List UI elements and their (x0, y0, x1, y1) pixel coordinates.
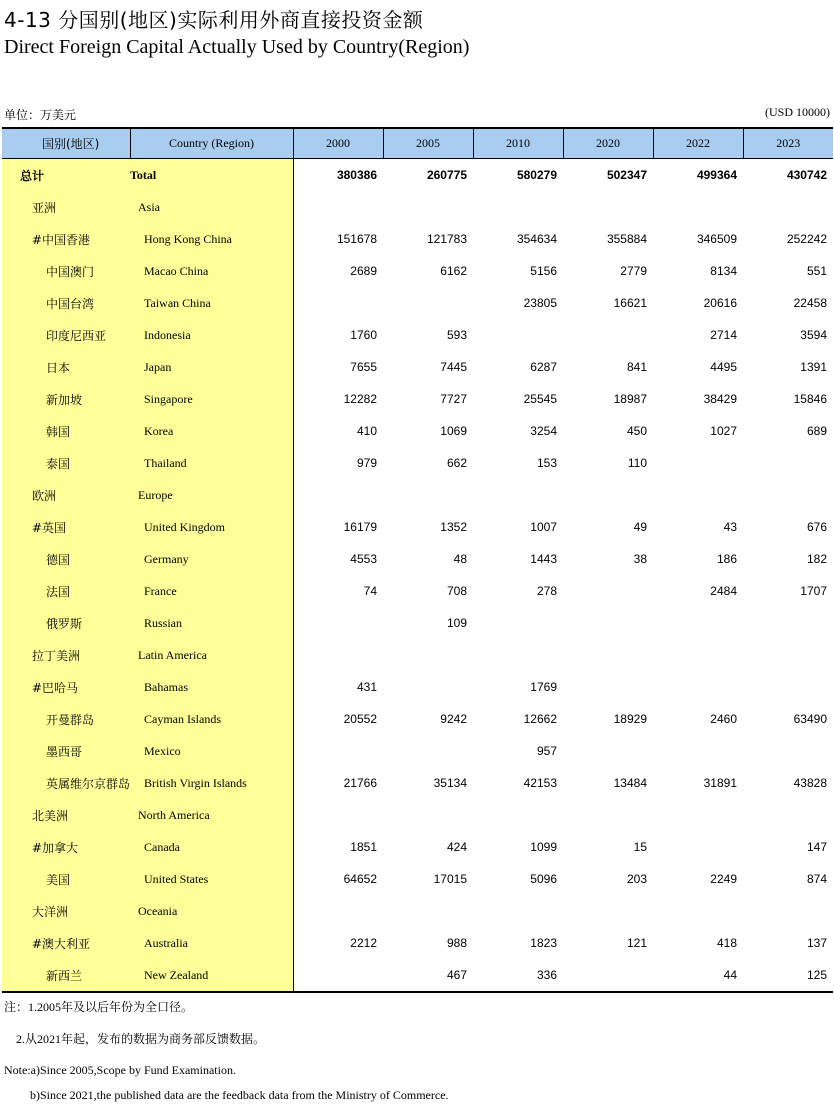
value-cell: 502347 (606, 168, 647, 182)
value-cell: 2714 (710, 328, 737, 342)
value-cell: 3254 (530, 424, 557, 438)
table-body (2, 159, 833, 993)
country-name-en: Thailand (130, 447, 293, 479)
value-cell: 12662 (523, 712, 557, 726)
value-cell: 44 (653, 959, 743, 992)
value-cell (473, 479, 563, 511)
country-name-cn: #巴哈马 (2, 671, 130, 703)
value-cell: 1769 (530, 680, 557, 694)
country-name-en: France (130, 575, 293, 607)
country-name-cn: 日本 (2, 351, 130, 383)
value-cell: 2460 (710, 712, 737, 726)
header-year: 2010 (473, 128, 563, 159)
country-name-cn: 韩国 (2, 415, 130, 447)
header-year: 2020 (563, 128, 653, 159)
country-name-en: Cayman Islands (130, 703, 293, 735)
value-cell (293, 895, 383, 927)
unit-label-cn: 单位：万美元 (4, 108, 77, 122)
country-name-cn: 新西兰 (2, 959, 130, 992)
note-en-1: Note:a)Since 2005,Scope by Fund Examination. (4, 1063, 236, 1077)
country-name-en: Russian (130, 607, 293, 639)
value-cell (473, 191, 563, 223)
value-cell: 2212 (350, 936, 377, 950)
country-name-en: Korea (130, 415, 293, 447)
table-row (2, 415, 833, 447)
value-cell: 676 (806, 520, 827, 534)
country-name-cn: #加拿大 (2, 831, 130, 863)
value-cell: 147 (806, 840, 827, 854)
value-cell: 110 (627, 456, 647, 470)
value-cell: 1352 (440, 520, 467, 534)
value-cell: 31891 (703, 776, 737, 790)
value-cell: 38429 (703, 392, 737, 406)
value-cell: 354634 (516, 232, 557, 246)
header-year: 2022 (653, 128, 743, 159)
value-cell: 6287 (530, 360, 557, 374)
country-name-en: Bahamas (130, 671, 293, 703)
value-cell (563, 671, 653, 703)
value-cell: 153 (536, 456, 557, 470)
header-year: 2005 (383, 128, 473, 159)
country-name-en: Macao China (130, 255, 293, 287)
country-name-en: Mexico (130, 735, 293, 767)
country-name-cn: 英属维尔京群岛 (2, 767, 130, 799)
value-cell: 63490 (793, 712, 827, 726)
table-row (2, 223, 833, 255)
value-cell: 1823 (530, 936, 557, 950)
country-name-cn: 拉丁美洲 (2, 639, 130, 671)
value-cell: 64652 (343, 872, 377, 886)
value-cell: 580279 (516, 168, 557, 182)
header-country-en: Country (Region) (130, 128, 293, 159)
country-name-cn: 美国 (2, 863, 130, 895)
value-cell: 841 (626, 360, 647, 374)
value-cell: 186 (716, 552, 737, 566)
table-row (2, 895, 833, 927)
value-cell (653, 671, 743, 703)
value-cell: 1391 (800, 360, 827, 374)
value-cell: 151678 (336, 232, 377, 246)
value-cell (383, 895, 473, 927)
note-cn-2: 2.从2021年起，发布的数据为商务部反馈数据。 (16, 1032, 266, 1046)
country-name-cn: #澳大利亚 (2, 927, 130, 959)
value-cell (293, 959, 383, 992)
value-cell: 874 (806, 872, 827, 886)
fdi-table (2, 127, 833, 993)
value-cell (653, 799, 743, 831)
country-name-cn: 印度尼西亚 (2, 319, 130, 351)
value-cell (563, 319, 653, 351)
table-row (2, 607, 833, 639)
value-cell: 74 (363, 584, 377, 598)
value-cell (293, 639, 383, 671)
header-year: 2023 (743, 128, 833, 159)
value-cell (473, 895, 563, 927)
country-name-en: United States (130, 863, 293, 895)
country-name-en: Singapore (130, 383, 293, 415)
table-row (2, 543, 833, 575)
country-name-en: Asia (130, 191, 293, 223)
value-cell: 25545 (523, 392, 557, 406)
value-cell: 7727 (440, 392, 467, 406)
page-title-cn: 4-13 分国别(地区)实际利用外商直接投资金额 (4, 8, 424, 32)
value-cell: 43 (723, 520, 737, 534)
value-cell: 137 (806, 936, 827, 950)
value-cell: 593 (446, 328, 467, 342)
table-row (2, 799, 833, 831)
table-row (2, 479, 833, 511)
value-cell (473, 799, 563, 831)
value-cell (653, 639, 743, 671)
country-name-en: Australia (130, 927, 293, 959)
country-name-en: Germany (130, 543, 293, 575)
value-cell: 430742 (786, 168, 827, 182)
table-row (2, 927, 833, 959)
value-cell (563, 959, 653, 992)
value-cell: 278 (536, 584, 557, 598)
country-name-en: Indonesia (130, 319, 293, 351)
value-cell (293, 479, 383, 511)
value-cell (653, 447, 743, 479)
value-cell: 1760 (350, 328, 377, 342)
unit-label-en: (USD 10000) (765, 105, 830, 119)
table-row (2, 767, 833, 799)
value-cell (293, 607, 383, 639)
value-cell (743, 799, 833, 831)
country-name-cn: 欧洲 (2, 479, 130, 511)
table-row (2, 735, 833, 767)
value-cell: 1007 (530, 520, 557, 534)
country-name-cn: 俄罗斯 (2, 607, 130, 639)
value-cell: 431 (356, 680, 377, 694)
value-cell (383, 287, 473, 319)
value-cell (293, 191, 383, 223)
value-cell: 38 (633, 552, 647, 566)
value-cell: 2249 (710, 872, 737, 886)
country-name-cn: 开曼群岛 (2, 703, 130, 735)
table-row (2, 511, 833, 543)
value-cell: 13484 (613, 776, 647, 790)
table-row (2, 255, 833, 287)
value-cell: 260775 (426, 168, 467, 182)
value-cell: 418 (716, 936, 737, 950)
value-cell: 346509 (696, 232, 737, 246)
value-cell: 355884 (606, 232, 647, 246)
value-cell (653, 607, 743, 639)
table-row (2, 959, 833, 992)
value-cell: 252242 (786, 232, 827, 246)
country-name-en: Taiwan China (130, 287, 293, 319)
value-cell: 1707 (800, 584, 827, 598)
country-name-cn: 德国 (2, 543, 130, 575)
value-cell (473, 319, 563, 351)
value-cell: 18929 (613, 712, 647, 726)
value-cell (383, 191, 473, 223)
table-row (2, 671, 833, 703)
value-cell (653, 895, 743, 927)
value-cell (653, 191, 743, 223)
value-cell (563, 799, 653, 831)
value-cell (383, 639, 473, 671)
country-name-cn: 总计 (2, 159, 130, 192)
note-en-2: b)Since 2021,the published data are the feedback data from the Ministry of Commerce. (30, 1088, 449, 1102)
value-cell (563, 191, 653, 223)
country-name-en: Oceania (130, 895, 293, 927)
value-cell: 109 (446, 616, 467, 630)
value-cell: 7445 (440, 360, 467, 374)
table-row (2, 831, 833, 863)
header-country-cn: 国别(地区) (2, 128, 130, 159)
country-name-en: Europe (130, 479, 293, 511)
country-name-en: Japan (130, 351, 293, 383)
value-cell: 979 (356, 456, 377, 470)
table-row (2, 703, 833, 735)
page-title-en: Direct Foreign Capital Actually Used by Country(Region) (4, 36, 470, 58)
value-cell (563, 735, 653, 767)
value-cell (743, 191, 833, 223)
country-name-cn: 中国澳门 (2, 255, 130, 287)
value-cell (383, 479, 473, 511)
value-cell (473, 639, 563, 671)
value-cell: 12282 (343, 392, 377, 406)
value-cell: 9242 (440, 712, 467, 726)
country-name-cn: 墨西哥 (2, 735, 130, 767)
value-cell: 4553 (350, 552, 377, 566)
value-cell (743, 639, 833, 671)
value-cell: 1443 (530, 552, 557, 566)
value-cell (383, 799, 473, 831)
value-cell: 957 (536, 744, 557, 758)
note-cn-1: 注：1.2005年及以后年份为全口径。 (4, 1000, 194, 1014)
country-name-cn: #英国 (2, 511, 130, 543)
value-cell (743, 735, 833, 767)
value-cell: 662 (446, 456, 467, 470)
value-cell: 1027 (710, 424, 737, 438)
value-cell: 16179 (343, 520, 377, 534)
value-cell (653, 735, 743, 767)
value-cell (743, 447, 833, 479)
country-name-cn: 泰国 (2, 447, 130, 479)
country-name-en: Latin America (130, 639, 293, 671)
value-cell (563, 895, 653, 927)
country-name-en: Canada (130, 831, 293, 863)
value-cell: 551 (806, 264, 827, 278)
value-cell (563, 607, 653, 639)
value-cell (293, 735, 383, 767)
value-cell: 499364 (696, 168, 737, 182)
value-cell (383, 735, 473, 767)
country-name-en: Total (130, 159, 293, 192)
table-row (2, 639, 833, 671)
country-name-en: United Kingdom (130, 511, 293, 543)
value-cell: 2779 (620, 264, 647, 278)
value-cell: 1069 (440, 424, 467, 438)
value-cell: 18987 (613, 392, 647, 406)
table-row (2, 319, 833, 351)
value-cell: 5096 (530, 872, 557, 886)
value-cell: 467 (383, 959, 473, 992)
country-name-cn: 新加坡 (2, 383, 130, 415)
country-name-cn: #中国香港 (2, 223, 130, 255)
value-cell (743, 671, 833, 703)
value-cell: 336 (473, 959, 563, 992)
value-cell: 4495 (710, 360, 737, 374)
value-cell: 8134 (710, 264, 737, 278)
value-cell: 15 (633, 840, 647, 854)
value-cell: 424 (446, 840, 467, 854)
value-cell: 988 (446, 936, 467, 950)
value-cell: 410 (356, 424, 377, 438)
country-name-cn: 亚洲 (2, 191, 130, 223)
value-cell: 1851 (350, 840, 377, 854)
value-cell: 450 (626, 424, 647, 438)
table-row (2, 447, 833, 479)
value-cell (563, 575, 653, 607)
value-cell: 2484 (710, 584, 737, 598)
value-cell: 15846 (793, 392, 827, 406)
table-header-row (2, 128, 833, 159)
value-cell: 21766 (343, 776, 377, 790)
value-cell: 16621 (613, 296, 647, 310)
value-cell: 689 (806, 424, 827, 438)
value-cell: 49 (633, 520, 647, 534)
value-cell (653, 479, 743, 511)
value-cell (563, 639, 653, 671)
value-cell: 5156 (530, 264, 557, 278)
value-cell (293, 287, 383, 319)
value-cell: 17015 (433, 872, 467, 886)
value-cell: 708 (446, 584, 467, 598)
value-cell (383, 671, 473, 703)
value-cell (743, 479, 833, 511)
value-cell: 125 (743, 959, 833, 992)
country-name-cn: 北美洲 (2, 799, 130, 831)
value-cell: 182 (806, 552, 827, 566)
value-cell: 22458 (793, 296, 827, 310)
table-row (2, 351, 833, 383)
value-cell (563, 479, 653, 511)
value-cell (293, 799, 383, 831)
value-cell (743, 607, 833, 639)
country-name-cn: 法国 (2, 575, 130, 607)
table-row (2, 575, 833, 607)
country-name-cn: 大洋洲 (2, 895, 130, 927)
value-cell: 42153 (523, 776, 557, 790)
value-cell: 6162 (440, 264, 467, 278)
country-name-en: Hong Kong China (130, 223, 293, 255)
table-row (2, 159, 833, 192)
table-row (2, 863, 833, 895)
value-cell: 7655 (350, 360, 377, 374)
header-year: 2000 (293, 128, 383, 159)
country-name-en: New Zealand (130, 959, 293, 992)
value-cell: 2689 (350, 264, 377, 278)
value-cell: 380386 (336, 168, 377, 182)
value-cell (473, 607, 563, 639)
value-cell: 20552 (343, 712, 377, 726)
country-name-en: North America (130, 799, 293, 831)
country-name-en: British Virgin Islands (130, 767, 293, 799)
value-cell (743, 895, 833, 927)
value-cell: 1099 (530, 840, 557, 854)
value-cell: 23805 (523, 296, 557, 310)
value-cell: 43828 (793, 776, 827, 790)
table-row (2, 191, 833, 223)
table-row (2, 287, 833, 319)
value-cell: 3594 (800, 328, 827, 342)
country-name-cn: 中国台湾 (2, 287, 130, 319)
value-cell (653, 831, 743, 863)
table-row (2, 383, 833, 415)
value-cell: 35134 (433, 776, 467, 790)
value-cell: 20616 (703, 296, 737, 310)
value-cell: 48 (453, 552, 467, 566)
value-cell: 203 (626, 872, 647, 886)
value-cell: 121 (626, 936, 647, 950)
value-cell: 121783 (426, 232, 467, 246)
